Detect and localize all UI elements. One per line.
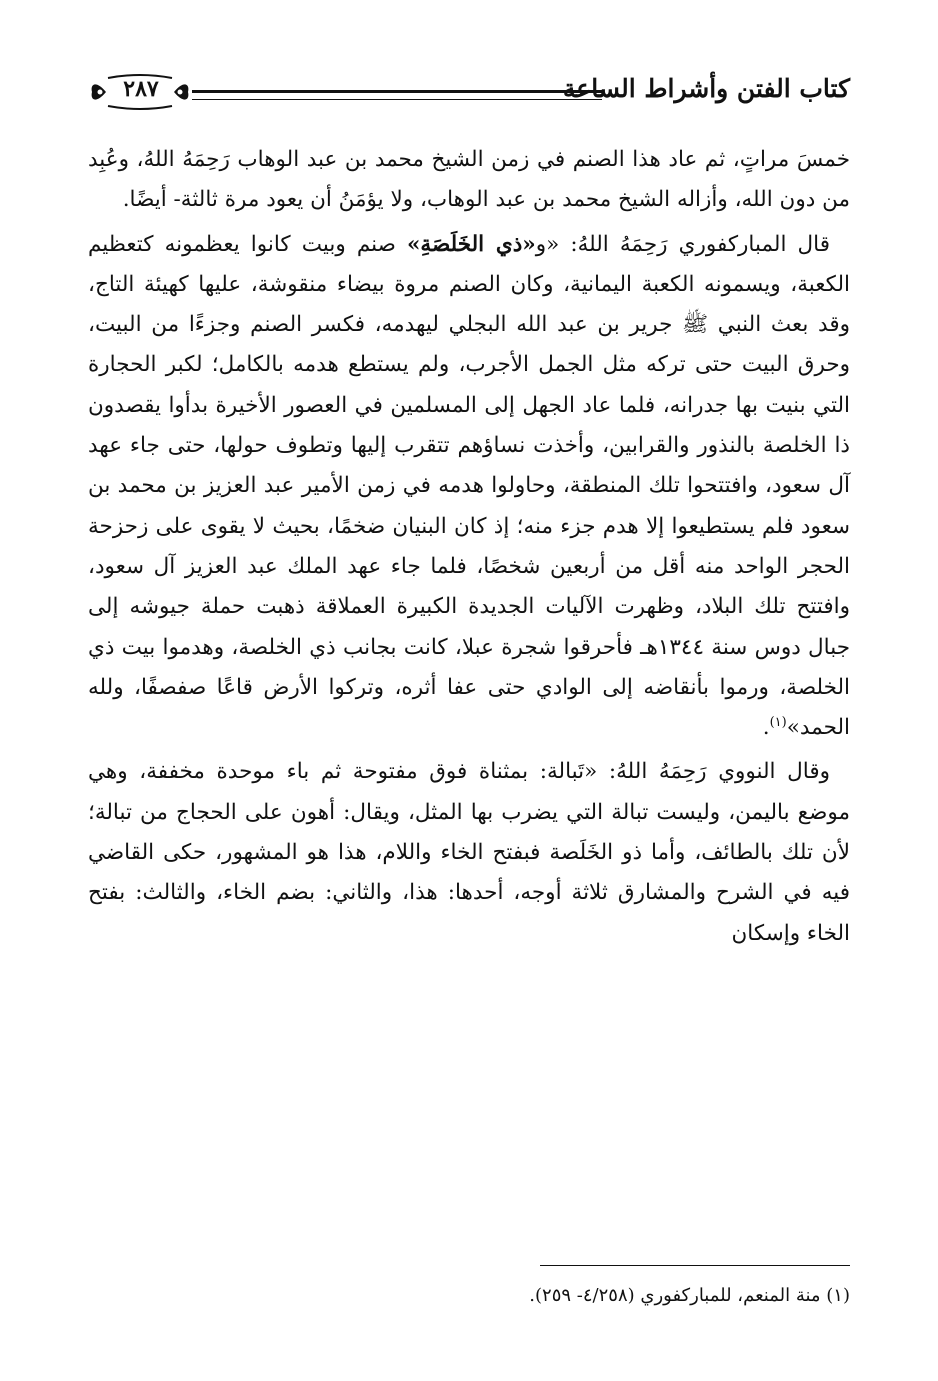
paragraph-2-text: صنم وبيت كانوا يعظمونه كتعظيم الكعبة، ويسمونه الكعبة اليمانية، وكان الصنم مروة بيضاء منقوشة، عليها كهيئة التاج، وقد بعث النبي ﷺ جرير بن عبد الله البجلي ليهدمه، فكسر الصنم وجزءًا من البيت، وحرق البيت حتى تركه مثل الجمل الأجرب، ولم يستطع هدمه بالكامل؛ لكبر الحجارة التي بنيت بها جدرانه، فلما عاد الجهل إلى المسلمين في العصور الأخيرة بدأوا يقصدون ذا الخلصة بالنذور والقرابين، وأخذت نساؤهم تتقرب إليها وتطوف حولها، حتى جاء عهد آل سعود، وافتتحوا تلك المنطقة، وحاولوا هدمه في زمن الأمير عبد العزيز بن محمد بن سعود فلم يستطيعوا إلا هدم جزء منه؛ إذ كان البنيان ضخمًا، بحيث لا يقوى على زحزحة الحجر الواحد منه أقل من أربعين شخصًا، فلما جاء عهد الملك عبد العزيز آل سعود، وافتتح تلك البلاد، وظهرت الآليات الجديدة الكبيرة العملاقة ذهبت حملة جيوشه إلى جبال دوس سنة ١٣٤٤هـ فأحرقوا شجرة عبلا، كانت بجانب ذي الخلصة، وهدموا بيت ذي الخلصة، ورموا بأنقاضه إلى الوادي حتى عفا أثره، وتركوا الأرض قاعًا صفصفًا، ولله الحمد» [88,231,851,741]
page-number: ٢٨٧ [123,76,159,102]
paragraph-2-end: . [762,715,770,741]
page-header [88,70,850,116]
paragraph-1: خمسَ مراتٍ، ثم عاد هذا الصنم في زمن الشيخ محمد بن عبد الوهاب رَحِمَهُ اللهُ، وعُبِد من دون الله، وأزاله الشيخ محمد بن عبد الوهاب، ولا يؤمَنُ أن يعود مرة ثالثة- أيضًا. [88,147,850,213]
book-title: كتاب الفتن وأشراط الساعة [562,74,850,103]
footnote-reference[interactable]: (١) [769,715,787,730]
header-rule [192,90,602,100]
page-number-ornament [88,70,192,114]
footnote-1: (١) منة المنعم، للمباركفوري (٤/٢٥٨- ٢٥٩). [529,1285,850,1306]
page-body [88,140,850,954]
paragraph-3: وقال النووي رَحِمَهُ اللهُ: «تَبالة: بمثناة فوق مفتوحة ثم باء موحدة مخففة، وهي موضع باليمن، وليست تبالة التي يضرب بها المثل، ويقال: أهون على الحجاج من تبالة؛ لأن تلك بالطائف، وأما ذو الخَلَصة فبفتح الخاء واللام، هذا هو المشهور، حكى القاضي فيه في الشرح والمشارق ثلاثة أوجه، أحدها: هذا، والثاني: بضم الخاء، والثالث: بفتح الخاء وإسكان [88,759,850,946]
footnote-divider [540,1265,850,1266]
emphasized-term: «ذي الخَلَصَةِ» [406,231,536,257]
paragraph-2 [88,225,850,749]
quote-intro: قال المباركفوري رَحِمَهُ اللهُ: «و [535,231,830,257]
